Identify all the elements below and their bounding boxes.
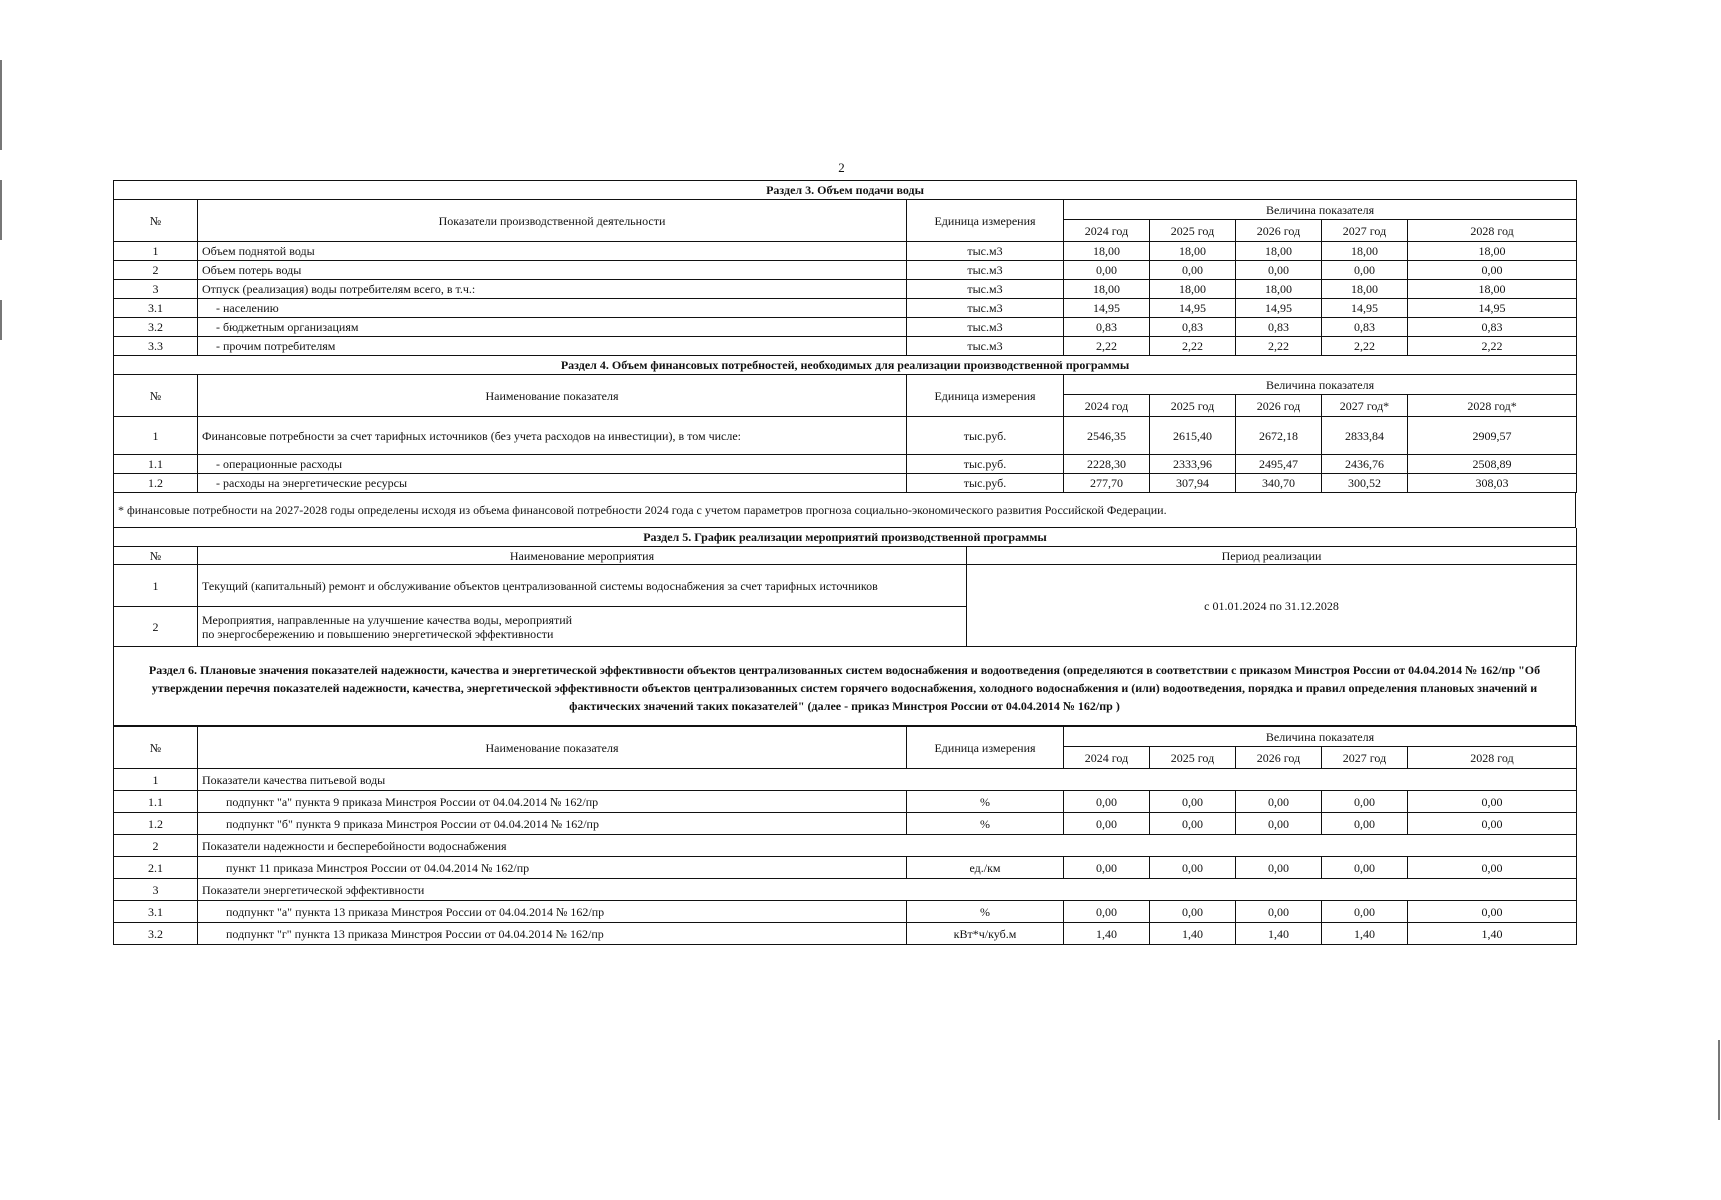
- value-cell: 2333,96: [1150, 455, 1236, 474]
- value-cell: 0,00: [1150, 261, 1236, 280]
- value-cell: 0,00: [1064, 813, 1150, 835]
- col-num-header: №: [114, 200, 198, 242]
- unit-cell: %: [907, 813, 1064, 835]
- value-cell: 2,22: [1408, 337, 1577, 356]
- value-cell: 1,40: [1150, 923, 1236, 945]
- table-row: [114, 901, 1577, 923]
- year-header: 2026 год: [1236, 395, 1322, 417]
- col-unit-header: Единица измерения: [907, 727, 1064, 769]
- value-cell: 18,00: [1150, 280, 1236, 299]
- row-num: 3: [114, 879, 198, 901]
- table-row: [114, 857, 1577, 879]
- value-cell: 14,95: [1236, 299, 1322, 318]
- value-cell: 340,70: [1236, 474, 1322, 493]
- year-header: 2024 год: [1064, 395, 1150, 417]
- value-cell: 2615,40: [1150, 417, 1236, 455]
- value-cell: 0,00: [1322, 791, 1408, 813]
- section6-title: Раздел 6. Плановые значения показателей надежности, качества и энергетической эффективности объектов централизованных систем водоснабжения и водоотведения (определяются в соответствии с приказом Минстроя России от 04.04.2014 № 162/пр "Об утверждении перечня показателей надежности, качества, энергетической эффективности объектов централизованных систем горячего водоснабжения, холодного водоснабжения и (или) водоотведения, порядка и правил определения плановых значений и фактических значений таких показателей" (далее - приказ Минстроя России от 04.04.2014 № 162/пр ): [113, 647, 1576, 726]
- value-cell: 2,22: [1236, 337, 1322, 356]
- value-cell: 2228,30: [1064, 455, 1150, 474]
- value-cell: 0,00: [1150, 813, 1236, 835]
- table-row: [114, 879, 1577, 901]
- section6-table: [113, 726, 1577, 945]
- year-header: 2026 год: [1236, 747, 1322, 769]
- unit-cell: %: [907, 791, 1064, 813]
- indicator-name: Объем потерь воды: [198, 261, 907, 280]
- value-cell: 0,00: [1408, 261, 1577, 280]
- year-header: 2027 год*: [1322, 395, 1408, 417]
- indicator-name: подпункт "б" пункта 9 приказа Минстроя России от 04.04.2014 № 162/пр: [198, 813, 907, 835]
- col-name-header: Наименование показателя: [198, 375, 907, 417]
- value-cell: 2,22: [1150, 337, 1236, 356]
- value-cell: 1,40: [1064, 923, 1150, 945]
- value-cell: 0,00: [1236, 261, 1322, 280]
- row-num: 2.1: [114, 857, 198, 879]
- value-cell: 0,00: [1064, 901, 1150, 923]
- col-num-header: №: [114, 375, 198, 417]
- unit-cell: тыс.м3: [907, 261, 1064, 280]
- col-name-header: Показатели производственной деятельности: [198, 200, 907, 242]
- unit-cell: тыс.м3: [907, 299, 1064, 318]
- section5-title: Раздел 5. График реализации мероприятий производственной программы: [114, 528, 1577, 547]
- value-cell: 0,00: [1064, 857, 1150, 879]
- value-cell: 1,40: [1408, 923, 1577, 945]
- value-cell: 0,00: [1322, 857, 1408, 879]
- year-header: 2027 год: [1322, 220, 1408, 242]
- page-number: 2: [838, 160, 845, 175]
- indicator-name: - бюджетным организациям: [198, 318, 907, 337]
- value-cell: 0,00: [1236, 813, 1322, 835]
- row-num: 3.2: [114, 318, 198, 337]
- value-cell: 18,00: [1150, 242, 1236, 261]
- indicator-name: - операционные расходы: [198, 455, 907, 474]
- value-cell: 0,00: [1150, 857, 1236, 879]
- financial-footnote: * финансовые потребности на 2027-2028 годы определены исходя из объема финансовой потребности 2024 года с учетом параметров прогноза социально-экономического развития Российской Федерации.: [113, 493, 1576, 528]
- value-cell: 1,40: [1322, 923, 1408, 945]
- indicator-name: пункт 11 приказа Минстроя России от 04.04.2014 № 162/пр: [198, 857, 907, 879]
- measure-name: [198, 607, 967, 647]
- row-num: 3.1: [114, 299, 198, 318]
- value-cell: 14,95: [1408, 299, 1577, 318]
- measure-name-line1: Мероприятия, направленные на улучшение качества воды, мероприятий: [202, 612, 573, 627]
- indicator-name: Финансовые потребности за счет тарифных источников (без учета расходов на инвестиции), в том числе:: [198, 417, 907, 455]
- value-cell: 2833,84: [1322, 417, 1408, 455]
- indicator-name: Объем поднятой воды: [198, 242, 907, 261]
- value-cell: 2909,57: [1408, 417, 1577, 455]
- scan-edge-marks: [0, 0, 3, 1200]
- row-num: 1: [114, 417, 198, 455]
- table-row: [114, 318, 1577, 337]
- row-num: 2: [114, 607, 198, 647]
- col-unit-header: Единица измерения: [907, 375, 1064, 417]
- unit-cell: %: [907, 901, 1064, 923]
- table-row: [114, 280, 1577, 299]
- table-row: [114, 791, 1577, 813]
- table-row: [114, 455, 1577, 474]
- value-cell: 0,83: [1322, 318, 1408, 337]
- value-cell: 307,94: [1150, 474, 1236, 493]
- section4-table: [113, 356, 1577, 493]
- col-period-header: Период реализации: [967, 547, 1577, 565]
- section3-title: Раздел 3. Объем подачи воды: [114, 181, 1577, 200]
- value-cell: 18,00: [1408, 242, 1577, 261]
- value-cell: 0,00: [1322, 813, 1408, 835]
- unit-cell: тыс.м3: [907, 280, 1064, 299]
- section3-table: [113, 180, 1577, 356]
- value-cell: 14,95: [1322, 299, 1408, 318]
- value-cell: 277,70: [1064, 474, 1150, 493]
- year-header: 2024 год: [1064, 220, 1150, 242]
- col-name-header: Наименование мероприятия: [198, 547, 967, 565]
- value-cell: 18,00: [1236, 280, 1322, 299]
- row-num: 1: [114, 565, 198, 607]
- value-cell: 2672,18: [1236, 417, 1322, 455]
- indicator-name: подпункт "а" пункта 9 приказа Минстроя России от 04.04.2014 № 162/пр: [198, 791, 907, 813]
- table-row: [114, 261, 1577, 280]
- section4-title: Раздел 4. Объем финансовых потребностей, необходимых для реализации производственной программы: [114, 356, 1577, 375]
- table-row: [114, 417, 1577, 455]
- value-cell: 2508,89: [1408, 455, 1577, 474]
- value-cell: 0,00: [1064, 791, 1150, 813]
- value-cell: 18,00: [1408, 280, 1577, 299]
- value-cell: 18,00: [1322, 280, 1408, 299]
- value-cell: 0,00: [1322, 901, 1408, 923]
- unit-cell: тыс.м3: [907, 337, 1064, 356]
- unit-cell: тыс.м3: [907, 242, 1064, 261]
- value-cell: 1,40: [1236, 923, 1322, 945]
- row-num: 1.1: [114, 455, 198, 474]
- value-cell: 0,00: [1322, 261, 1408, 280]
- group-name: Показатели качества питьевой воды: [198, 769, 1577, 791]
- value-cell: 0,00: [1064, 261, 1150, 280]
- value-cell: 308,03: [1408, 474, 1577, 493]
- row-num: 3.2: [114, 923, 198, 945]
- value-cell: 18,00: [1236, 242, 1322, 261]
- row-num: 1: [114, 242, 198, 261]
- indicator-name: - расходы на энергетические ресурсы: [198, 474, 907, 493]
- col-unit-header: Единица измерения: [907, 200, 1064, 242]
- year-header: 2024 год: [1064, 747, 1150, 769]
- value-cell: 0,83: [1150, 318, 1236, 337]
- indicator-name: - прочим потребителям: [198, 337, 907, 356]
- value-cell: 2546,35: [1064, 417, 1150, 455]
- indicator-name: Отпуск (реализация) воды потребителям всего, в т.ч.:: [198, 280, 907, 299]
- row-num: 3.1: [114, 901, 198, 923]
- measure-name-line2: по энергосбережению и повышению энергетической эффективности: [202, 626, 554, 641]
- table-row: [114, 835, 1577, 857]
- value-cell: 14,95: [1064, 299, 1150, 318]
- row-num: 1.2: [114, 474, 198, 493]
- col-num-header: №: [114, 727, 198, 769]
- value-cell: 2436,76: [1322, 455, 1408, 474]
- year-header: 2026 год: [1236, 220, 1322, 242]
- value-cell: 0,00: [1408, 857, 1577, 879]
- indicator-name: подпункт "а" пункта 13 приказа Минстроя России от 04.04.2014 № 162/пр: [198, 901, 907, 923]
- year-header: 2028 год: [1408, 747, 1577, 769]
- year-header: 2028 год*: [1408, 395, 1577, 417]
- value-cell: 0,00: [1236, 791, 1322, 813]
- year-header: 2027 год: [1322, 747, 1408, 769]
- document-sheet: [113, 180, 1576, 945]
- value-cell: 2,22: [1322, 337, 1408, 356]
- value-cell: 0,83: [1064, 318, 1150, 337]
- value-cell: 0,83: [1408, 318, 1577, 337]
- value-cell: 0,00: [1408, 791, 1577, 813]
- section5-table: [113, 528, 1577, 647]
- year-header: 2025 год: [1150, 395, 1236, 417]
- table-row: [114, 242, 1577, 261]
- value-cell: 300,52: [1322, 474, 1408, 493]
- row-num: 1.1: [114, 791, 198, 813]
- unit-cell: тыс.м3: [907, 318, 1064, 337]
- value-cell: 0,00: [1408, 901, 1577, 923]
- value-cell: 2495,47: [1236, 455, 1322, 474]
- period-value: с 01.01.2024 по 31.12.2028: [967, 565, 1577, 647]
- table-row: [114, 474, 1577, 493]
- value-cell: 0,00: [1236, 857, 1322, 879]
- value-cell: 0,00: [1150, 791, 1236, 813]
- value-cell: 2,22: [1064, 337, 1150, 356]
- col-name-header: Наименование показателя: [198, 727, 907, 769]
- table-row: [114, 299, 1577, 318]
- year-header: 2025 год: [1150, 220, 1236, 242]
- unit-cell: тыс.руб.: [907, 474, 1064, 493]
- col-value-header: Величина показателя: [1064, 200, 1577, 220]
- group-name: Показатели энергетической эффективности: [198, 879, 1577, 901]
- indicator-name: подпункт "г" пункта 13 приказа Минстроя России от 04.04.2014 № 162/пр: [198, 923, 907, 945]
- row-num: 2: [114, 261, 198, 280]
- value-cell: 18,00: [1322, 242, 1408, 261]
- measure-name: Текущий (капитальный) ремонт и обслуживание объектов централизованной системы водоснабжения за счет тарифных источников: [198, 565, 967, 607]
- unit-cell: кВт*ч/куб.м: [907, 923, 1064, 945]
- value-cell: 0,00: [1150, 901, 1236, 923]
- table-row: [114, 813, 1577, 835]
- unit-cell: тыс.руб.: [907, 417, 1064, 455]
- year-header: 2025 год: [1150, 747, 1236, 769]
- value-cell: 14,95: [1150, 299, 1236, 318]
- col-value-header: Величина показателя: [1064, 375, 1577, 395]
- indicator-name: - населению: [198, 299, 907, 318]
- row-num: 1: [114, 769, 198, 791]
- value-cell: 18,00: [1064, 280, 1150, 299]
- row-num: 3.3: [114, 337, 198, 356]
- col-value-header: Величина показателя: [1064, 727, 1577, 747]
- row-num: 3: [114, 280, 198, 299]
- row-num: 2: [114, 835, 198, 857]
- unit-cell: тыс.руб.: [907, 455, 1064, 474]
- value-cell: 0,83: [1236, 318, 1322, 337]
- group-name: Показатели надежности и бесперебойности водоснабжения: [198, 835, 1577, 857]
- table-row: [114, 337, 1577, 356]
- value-cell: 18,00: [1064, 242, 1150, 261]
- row-num: 1.2: [114, 813, 198, 835]
- year-header: 2028 год: [1408, 220, 1577, 242]
- value-cell: 0,00: [1408, 813, 1577, 835]
- value-cell: 0,00: [1236, 901, 1322, 923]
- table-row: [114, 923, 1577, 945]
- col-num-header: №: [114, 547, 198, 565]
- table-row: [114, 769, 1577, 791]
- unit-cell: ед./км: [907, 857, 1064, 879]
